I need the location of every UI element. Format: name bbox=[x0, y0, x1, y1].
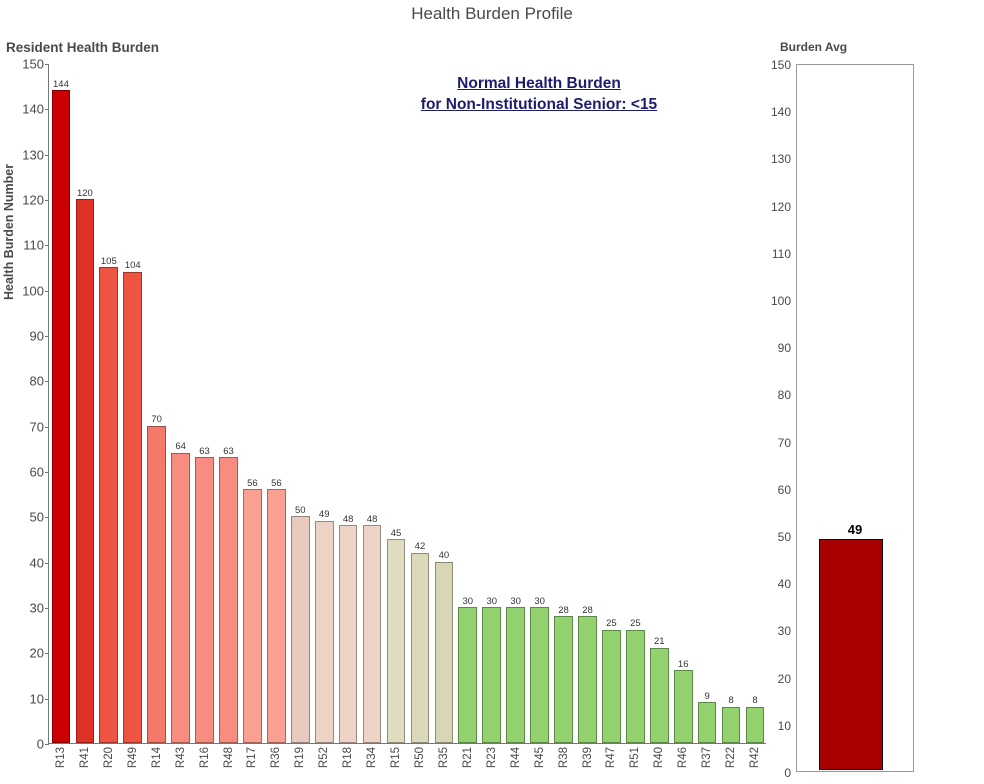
annotation-line-1: Normal Health Burden bbox=[457, 75, 621, 92]
x-tick-R45: R45 bbox=[533, 747, 546, 769]
left-plot-area bbox=[22, 56, 766, 769]
x-tick-R34: R34 bbox=[366, 747, 379, 769]
x-tick-R39: R39 bbox=[581, 747, 594, 769]
x-tick-R18: R18 bbox=[342, 747, 355, 769]
left-y-tick-label: 80 bbox=[29, 373, 44, 389]
bar-value-label: 16 bbox=[677, 658, 689, 670]
x-tick-R38: R38 bbox=[557, 747, 570, 769]
bar-value-label: 56 bbox=[247, 477, 258, 489]
bar-R13[interactable] bbox=[52, 78, 71, 743]
left-y-tick-label: 120 bbox=[22, 192, 44, 208]
right-y-tick-label: 30 bbox=[777, 624, 791, 639]
right-plot-area bbox=[770, 58, 914, 780]
left-y-tick-mark bbox=[45, 291, 49, 292]
left-y-tick-mark bbox=[45, 472, 49, 473]
bar-value-label: 30 bbox=[486, 595, 498, 607]
right-y-tick-label: 20 bbox=[777, 671, 791, 686]
bar-R50[interactable] bbox=[411, 541, 430, 743]
left-y-tick-label: 140 bbox=[22, 101, 44, 117]
left-y-tick-label: 0 bbox=[36, 736, 44, 752]
bar-value-label: 25 bbox=[606, 618, 617, 630]
bar-R39[interactable] bbox=[578, 604, 597, 743]
left-y-tick-mark bbox=[45, 563, 49, 564]
annotation-line-2: for Non-Institutional Senior: <15 bbox=[420, 95, 658, 113]
left-y-tick-mark bbox=[45, 427, 49, 428]
right-y-tick-label: 60 bbox=[777, 482, 791, 497]
bar-value-label: 28 bbox=[558, 604, 569, 616]
left-y-tick-label: 60 bbox=[29, 464, 44, 480]
left-y-tick-label: 20 bbox=[29, 645, 44, 661]
bar-R45[interactable] bbox=[530, 595, 549, 743]
bar-R14[interactable] bbox=[147, 414, 166, 743]
left-panel-header: Resident Health Burden bbox=[6, 40, 160, 55]
x-tick-R16: R16 bbox=[198, 747, 211, 769]
left-y-tick-mark bbox=[45, 336, 49, 337]
x-tick-R50: R50 bbox=[413, 747, 426, 769]
bar-value-label: 30 bbox=[462, 595, 474, 607]
bar-R23[interactable] bbox=[482, 595, 501, 743]
bar-R52[interactable] bbox=[315, 509, 334, 743]
bar-R38[interactable] bbox=[554, 604, 573, 743]
left-y-tick-label: 130 bbox=[22, 147, 44, 163]
x-tick-R43: R43 bbox=[174, 747, 187, 769]
bar-value-label: 8 bbox=[752, 695, 758, 707]
left-y-tick-label: 70 bbox=[29, 419, 44, 435]
bar-R40[interactable] bbox=[650, 636, 669, 743]
x-tick-R15: R15 bbox=[390, 747, 403, 769]
x-tick-R52: R52 bbox=[318, 747, 331, 769]
bar-R15[interactable] bbox=[387, 527, 406, 743]
bar-value-label: 48 bbox=[366, 513, 378, 525]
right-y-tick-label: 10 bbox=[777, 718, 791, 733]
bar-R42[interactable] bbox=[746, 695, 765, 743]
bar-R48[interactable] bbox=[219, 445, 238, 743]
bar-value-label: 144 bbox=[53, 78, 69, 90]
x-tick-R40: R40 bbox=[653, 747, 666, 769]
left-y-tick-label: 40 bbox=[29, 555, 44, 571]
bar-R49[interactable] bbox=[123, 260, 142, 743]
bar-value-label: 50 bbox=[294, 504, 306, 516]
x-tick-R35: R35 bbox=[437, 747, 450, 769]
left-y-tick-label: 50 bbox=[29, 509, 44, 525]
x-tick-R17: R17 bbox=[246, 747, 259, 769]
left-y-tick-label: 90 bbox=[29, 328, 44, 344]
bar-R21[interactable] bbox=[458, 595, 477, 743]
bar-value-label: 30 bbox=[534, 595, 545, 607]
bar-R36[interactable] bbox=[267, 477, 286, 743]
bar-value-label: 8 bbox=[728, 695, 734, 707]
right-chart-panel bbox=[770, 58, 914, 780]
left-y-tick-mark bbox=[45, 699, 49, 700]
right-y-tick-label: 120 bbox=[770, 199, 791, 214]
left-y-tick-mark bbox=[45, 109, 49, 110]
right-y-tick-label: 140 bbox=[770, 105, 791, 120]
right-y-tick-label: 100 bbox=[770, 294, 791, 308]
bar-value-label: 25 bbox=[630, 618, 641, 630]
left-y-tick-mark bbox=[45, 653, 49, 654]
left-y-tick-label: 30 bbox=[29, 600, 44, 616]
bar-R41[interactable] bbox=[76, 187, 95, 743]
bar-value-label: 40 bbox=[438, 550, 450, 562]
bar-value-label: 104 bbox=[124, 260, 141, 272]
bar-value-label: 64 bbox=[175, 441, 186, 453]
bar-R46[interactable] bbox=[674, 658, 693, 743]
left-y-tick-mark bbox=[45, 155, 49, 156]
x-tick-R36: R36 bbox=[270, 747, 283, 769]
x-tick-R19: R19 bbox=[294, 747, 307, 769]
x-tick-R41: R41 bbox=[78, 747, 91, 769]
right-y-tick-label: 50 bbox=[777, 530, 791, 544]
bar-value-label: 45 bbox=[390, 527, 402, 539]
page-title: Health Burden Profile bbox=[411, 4, 573, 23]
average-burden-value: 49 bbox=[847, 521, 863, 537]
x-tick-R46: R46 bbox=[677, 747, 690, 769]
bar-value-label: 63 bbox=[199, 445, 210, 457]
average-burden-bar bbox=[819, 539, 883, 770]
x-tick-R51: R51 bbox=[629, 747, 642, 769]
bar-R44[interactable] bbox=[506, 595, 525, 743]
x-tick-R48: R48 bbox=[222, 747, 235, 769]
bar-R17[interactable] bbox=[243, 477, 262, 743]
left-y-tick-mark bbox=[45, 608, 49, 609]
bar-value-label: 70 bbox=[151, 414, 162, 426]
right-y-tick-label: 130 bbox=[770, 152, 791, 167]
bar-value-label: 42 bbox=[414, 541, 426, 553]
bar-value-label: 63 bbox=[223, 445, 234, 457]
x-tick-R20: R20 bbox=[102, 747, 115, 769]
left-y-tick-mark bbox=[45, 744, 49, 745]
left-y-tick-mark bbox=[45, 517, 49, 518]
x-tick-R22: R22 bbox=[725, 747, 738, 769]
x-tick-R42: R42 bbox=[749, 747, 762, 769]
right-y-tick-label: 90 bbox=[777, 341, 791, 356]
bar-R19[interactable] bbox=[291, 504, 310, 743]
left-y-tick-mark bbox=[45, 381, 49, 382]
bar-value-label: 9 bbox=[704, 690, 710, 702]
x-tick-R23: R23 bbox=[485, 747, 498, 769]
bar-R51[interactable] bbox=[626, 618, 645, 743]
bar-R37[interactable] bbox=[698, 690, 717, 743]
bar-R20[interactable] bbox=[99, 255, 118, 743]
left-y-tick-label: 150 bbox=[22, 56, 44, 72]
left-y-tick-mark bbox=[45, 200, 49, 201]
bar-R18[interactable] bbox=[339, 513, 358, 743]
left-axis-label: Health Burden Number bbox=[2, 163, 16, 300]
left-y-tick-label: 110 bbox=[23, 237, 44, 253]
right-y-tick-label: 80 bbox=[777, 388, 791, 403]
right-panel-header: Burden Avg bbox=[780, 40, 848, 54]
right-y-tick-label: 0 bbox=[784, 766, 791, 780]
left-y-tick-mark bbox=[45, 245, 49, 246]
left-chart-panel bbox=[22, 56, 766, 769]
bar-value-label: 30 bbox=[510, 595, 521, 607]
x-tick-R49: R49 bbox=[126, 747, 139, 769]
annotation-normal-burden bbox=[339, 74, 739, 116]
left-y-tick-label: 100 bbox=[22, 283, 44, 299]
right-y-tick-label: 70 bbox=[777, 435, 791, 450]
x-tick-R21: R21 bbox=[461, 747, 474, 769]
x-tick-R14: R14 bbox=[150, 747, 163, 769]
left-y-tick-mark bbox=[45, 64, 49, 65]
bar-R22[interactable] bbox=[722, 695, 741, 743]
right-y-tick-label: 150 bbox=[770, 58, 791, 72]
bar-R43[interactable] bbox=[171, 441, 190, 743]
left-y-tick-label: 10 bbox=[29, 691, 44, 707]
bar-R35[interactable] bbox=[435, 550, 454, 743]
bar-value-label: 120 bbox=[76, 187, 93, 199]
bar-value-label: 56 bbox=[271, 477, 282, 489]
bar-value-label: 21 bbox=[653, 636, 665, 648]
bar-value-label: 28 bbox=[582, 604, 593, 616]
x-tick-R37: R37 bbox=[701, 747, 714, 769]
right-y-tick-label: 110 bbox=[771, 246, 791, 261]
bar-R34[interactable] bbox=[363, 513, 382, 743]
x-tick-R47: R47 bbox=[605, 747, 618, 769]
bar-value-label: 105 bbox=[100, 255, 117, 267]
bar-value-label: 48 bbox=[342, 513, 354, 525]
right-y-tick-label: 40 bbox=[777, 577, 791, 592]
bar-R47[interactable] bbox=[602, 618, 621, 743]
x-tick-R13: R13 bbox=[54, 747, 67, 769]
bar-value-label: 49 bbox=[318, 509, 330, 521]
bar-R16[interactable] bbox=[195, 445, 214, 743]
x-tick-R44: R44 bbox=[509, 747, 522, 769]
